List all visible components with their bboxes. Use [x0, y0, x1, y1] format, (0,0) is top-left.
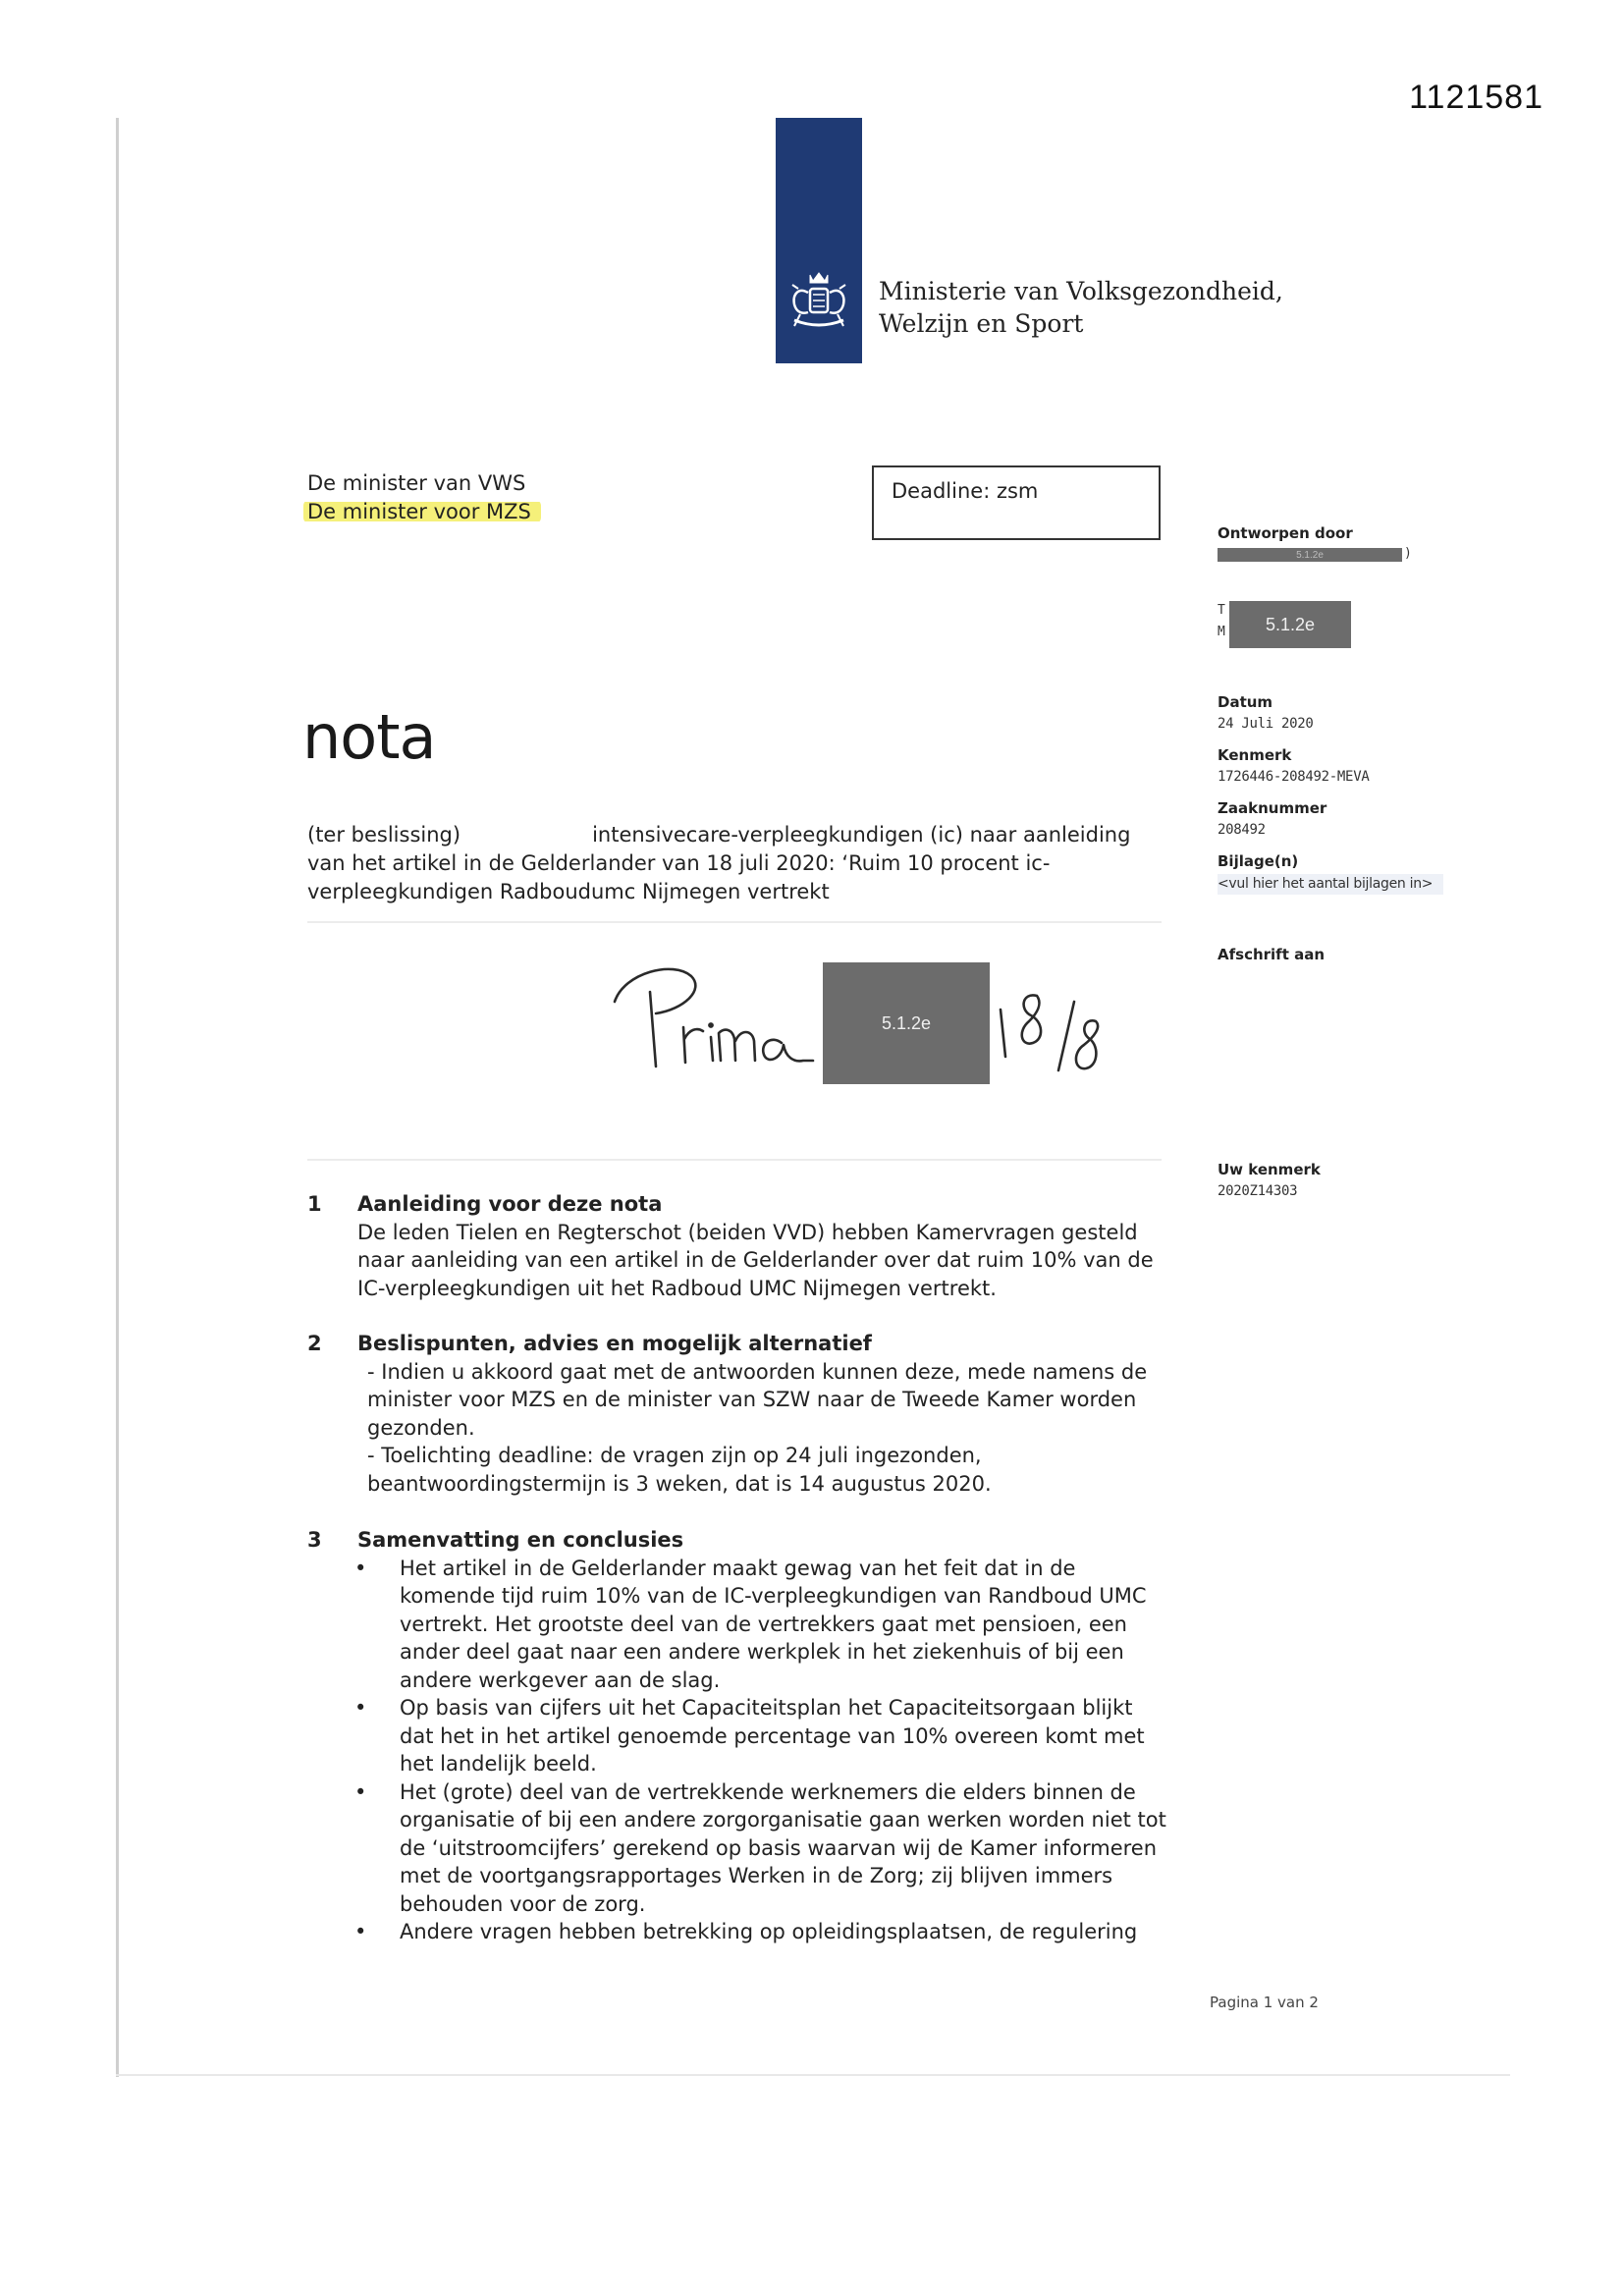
subject-type: (ter beslissing) [307, 823, 461, 847]
ministry-name [879, 275, 1283, 340]
bullet-item [357, 1694, 1220, 1778]
bullet-line: dat het in het artikel genoemde percentage van 10% overeen komt met [400, 1723, 1145, 1748]
section-title: Samenvatting en conclusies [357, 1528, 684, 1552]
bullet-line: • Op basis van cijfers uit het Capaciteitsplan het Capaciteitsorgaan blijkt [400, 1696, 1133, 1720]
bullet-line: vertrekt. Het grootste deel van de vertrekkers gaat met pensioen, een [400, 1612, 1127, 1636]
paragraph-line: gezonden. [367, 1415, 475, 1440]
bullet-item [357, 1555, 1220, 1695]
bullet-line: de ‘uitstroomcijfers’ gerekend op basis waarvan wij de Kamer informeren [400, 1835, 1158, 1860]
redaction-author: 5.1.2e [1218, 548, 1402, 562]
subject-text [307, 821, 1171, 906]
paragraph-line: naar aanleiding van een artikel in de Gelderlander over dat ruim 10% van de [357, 1248, 1154, 1272]
handwritten-approval [605, 962, 1135, 1080]
deadline-box: Deadline: zsm [872, 465, 1161, 540]
afschrift-label: Afschrift aan [1218, 946, 1326, 963]
page-number: Pagina 1 van 2 [1210, 1994, 1319, 2011]
bullet-item [357, 1778, 1220, 1919]
paragraph-line: beantwoordingstermijn is 3 weken, dat is 14 augustus 2020. [367, 1471, 992, 1496]
paragraph-line: - Toelichting deadline: de vragen zijn op 24 juli ingezonden, [367, 1444, 982, 1467]
bullet-item [357, 1918, 1220, 1946]
subject-line3: verpleegkundigen Radboudumc Nijmegen vertrekt [307, 880, 830, 903]
section-number: 3 [307, 1528, 322, 1552]
paragraph-line: De leden Tielen en Regterschot (beiden VVD) hebben Kamervragen gesteld [357, 1220, 1138, 1244]
bullet-line: het landelijk beeld. [400, 1752, 597, 1776]
bullet-line: organisatie of bij een andere zorgorganisatie gaan werken worden niet tot [400, 1808, 1166, 1831]
datum-value: 24 Juli 2020 [1218, 716, 1314, 732]
zaaknummer-label: Zaaknummer [1218, 799, 1327, 817]
subject-line2: van het artikel in de Gelderlander van 18 juli 2020: ‘Ruim 10 procent ic- [307, 851, 1051, 875]
bullet-line: andere werkgever aan de slag. [400, 1667, 721, 1692]
section-2 [307, 1330, 1220, 1498]
bullet-line: • Het (grote) deel van de vertrekkende werknemers die elders binnen de [400, 1779, 1136, 1804]
document-title: nota [302, 701, 436, 773]
scan-edge-left [116, 118, 119, 2077]
document-number: 1121581 [1409, 79, 1543, 116]
redaction-signature: 5.1.2e [823, 962, 990, 1084]
bullet-line: • Het artikel in de Gelderlander maakt gewag van het feit dat in de [400, 1556, 1076, 1580]
section-3 [307, 1526, 1220, 1946]
paragraph-line: - Indien u akkoord gaat met de antwoorden kunnen deze, mede namens de [367, 1359, 1148, 1384]
uw-kenmerk-label: Uw kenmerk [1218, 1161, 1321, 1178]
bijlage-label: Bijlage(n) [1218, 852, 1299, 870]
paragraph-line: IC-verpleegkundigen uit het Radboud UMC Nijmegen vertrekt. [357, 1276, 997, 1300]
section-number: 2 [307, 1332, 322, 1355]
addressees [307, 469, 541, 526]
divider-bottom [307, 1159, 1162, 1161]
kenmerk-value: 1726446-208492-MEVA [1218, 769, 1370, 785]
uw-kenmerk-value: 2020Z14303 [1218, 1183, 1298, 1199]
bijlage-value: <vul hier het aantal bijlagen in> [1218, 874, 1443, 895]
datum-label: Datum [1218, 693, 1273, 711]
ontworpen-door-label: Ontworpen door [1218, 524, 1353, 542]
ministry-name-line1: Ministerie van Volksgezondheid, [879, 277, 1283, 305]
scan-edge-bottom [116, 2074, 1510, 2076]
zaaknummer-value: 208492 [1218, 822, 1266, 838]
mobile-label: M [1218, 625, 1225, 639]
phone-label: T [1218, 603, 1225, 618]
coat-of-arms-icon [781, 265, 857, 344]
ministry-name-line2: Welzijn en Sport [879, 309, 1084, 338]
section-title: Aanleiding voor deze nota [357, 1192, 663, 1216]
paragraph-line: minister voor MZS en de minister van SZW naar de Tweede Kamer worden [367, 1388, 1137, 1411]
redaction-author-suffix: ) [1404, 546, 1412, 561]
bullet-line: met de voortgangsrapportages Werken in de Zorg; zij blijven immers [400, 1864, 1113, 1887]
bullet-line: komende tijd ruim 10% van de IC-verpleegkundigen van Randboud UMC [400, 1584, 1147, 1608]
redaction-contact: 5.1.2e [1229, 601, 1351, 648]
addressee-vws: De minister van VWS [307, 471, 526, 495]
section-number: 1 [307, 1192, 322, 1216]
bullet-line: • Andere vragen hebben betrekking op opleidingsplaatsen, de regulering [400, 1920, 1138, 1943]
kenmerk-label: Kenmerk [1218, 746, 1292, 764]
addressee-mzs-highlighted: De minister voor MZS [303, 500, 541, 523]
subject-line1: intensivecare-verpleegkundigen (ic) naar aanleiding [592, 823, 1131, 847]
divider-top [307, 921, 1162, 923]
bullet-line: ander deel gaat naar een andere werkplek in het ziekenhuis of bij een [400, 1640, 1124, 1664]
section-title: Beslispunten, advies en mogelijk alternatief [357, 1332, 872, 1355]
bullet-line: behouden voor de zorg. [400, 1891, 646, 1916]
section-1 [307, 1190, 1220, 1302]
